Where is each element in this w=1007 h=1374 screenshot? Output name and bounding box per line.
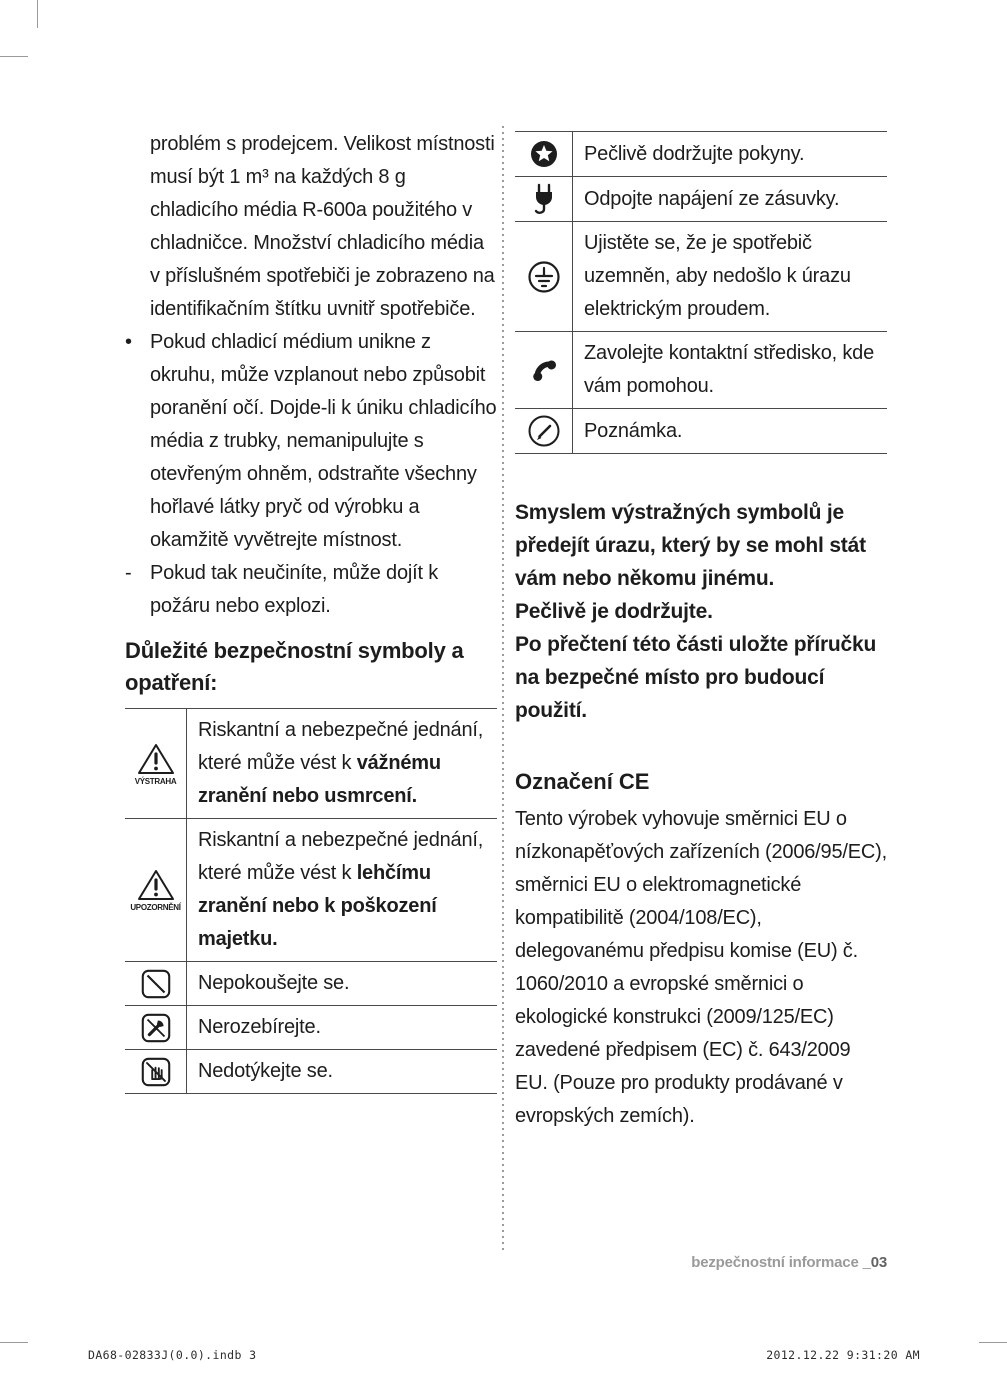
icon-label: VÝSTRAHA — [134, 776, 177, 786]
instruction-symbols-table — [515, 131, 887, 454]
icon-cell — [125, 1006, 187, 1049]
table-row — [125, 709, 497, 819]
do-not-attempt-icon — [139, 967, 173, 1001]
symbol-text: Riskantní a nebezpečné jednání, které může vést k — [198, 829, 484, 884]
bullet-text: Pokud chladicí médium unikne z okruhu, může vzplanout nebo způsobit poranění očí. Dojde-li k úniku chladicího média z trubky, nemanipulujte s otevřeným ohněm, odstraňte všechny hořlavé látky pryč od výrobku a okamžitě vyvětrejte místnost. — [150, 331, 497, 551]
call-service-icon — [526, 352, 562, 388]
crop-mark — [37, 0, 38, 28]
dash-text: Pokud tak neučiníte, může dojít k požáru nebo explozi. — [150, 562, 439, 617]
symbol-description: Nedotýkejte se. — [198, 1060, 333, 1082]
bullet-marker: • — [125, 331, 133, 353]
instruction-text: Poznámka. — [584, 419, 683, 442]
icon-cell — [125, 962, 187, 1005]
icon-cell — [125, 819, 187, 961]
symbol-description — [187, 819, 497, 961]
table-row — [515, 409, 887, 454]
unplug-icon — [526, 181, 562, 217]
instruction-text: Pečlivě dodržujte pokyny. — [584, 142, 805, 165]
symbol-description — [187, 709, 497, 818]
symbol-description: Nepokoušejte se. — [198, 972, 350, 994]
ce-paragraph: Tento výrobek vyhovuje směrnici EU o nízkonapěťových zařízeních (2006/95/EC), směrnici EU o elektromagnetické kompatibilitě (2004/108/EC), delegovanému předpisu komise (EU) č. 1060/2010 a evropské směrnici o ekologické konstrukci (2009/125/EC) zavedené předpisem (EC) č. 643/2009 EU. (Pouze pro produkty prodávané v evropských zemích). — [515, 808, 887, 1127]
caution-triangle-icon — [136, 868, 176, 902]
ce-heading: Označení CE — [515, 769, 650, 794]
instruction-text: Zavolejte kontaktní středisko, kde vám pomohou. — [584, 342, 875, 397]
table-row — [125, 1050, 497, 1094]
note-icon — [526, 413, 562, 449]
footer-section-label: bezpečnostní informace — [691, 1254, 859, 1271]
warning-triangle-icon — [136, 742, 176, 776]
icon-cell — [515, 332, 573, 408]
warning-statement-line: Po přečtení této části uložte příručku na bezpečné místo pro budoucí použití. — [515, 633, 877, 722]
icon-cell — [515, 132, 573, 176]
symbol-description: Nerozebírejte. — [198, 1016, 321, 1038]
table-row — [125, 819, 497, 962]
warning-statement — [515, 496, 887, 727]
instruction-text: Odpojte napájení ze zásuvky. — [584, 187, 840, 210]
do-not-disassemble-icon — [139, 1011, 173, 1045]
dash-marker: - — [125, 562, 132, 584]
table-row — [515, 332, 887, 409]
do-not-touch-icon — [139, 1055, 173, 1089]
safety-symbols-table — [125, 708, 497, 1094]
left-column — [125, 128, 497, 1094]
table-row — [515, 132, 887, 177]
icon-label: UPOZORNĚNÍ — [130, 903, 181, 912]
warning-statement-line: Pečlivě je dodržujte. — [515, 600, 713, 623]
footer-page-number: _03 — [862, 1254, 887, 1271]
warning-statement-line: Smyslem výstražných symbolů je předejít úrazu, který by se mohl stát vám nebo někomu jinému. — [515, 501, 866, 590]
table-row — [515, 222, 887, 332]
symbols-heading: Důležité bezpečnostní symboly a opatření: — [125, 638, 464, 695]
column-divider — [502, 126, 504, 1254]
follow-instructions-icon — [526, 136, 562, 172]
bullet-item — [125, 326, 497, 557]
icon-cell — [125, 709, 187, 818]
icon-cell — [125, 1050, 187, 1093]
print-info-right: 2012.12.22 9:31:20 AM — [766, 1348, 920, 1362]
icon-cell — [515, 222, 573, 331]
right-column — [515, 126, 887, 1133]
ground-icon — [526, 259, 562, 295]
icon-cell — [515, 177, 573, 221]
refrigerant-paragraph: problém s prodejcem. Velikost místnosti musí být 1 m³ na každých 8 g chladicího média R-600a použitého v chladničce. Množství chladicího média v příslušném spotřebiči je zobrazeno na identifikačním štítku uvnitř spotřebiče. — [150, 133, 495, 320]
symbol-text-bold: lehčímu zranění nebo k poškození majetku. — [198, 862, 437, 950]
table-row — [125, 962, 497, 1006]
icon-cell — [515, 409, 573, 453]
table-row — [515, 177, 887, 222]
symbol-text: Riskantní a nebezpečné jednání, které může vést k — [198, 719, 484, 774]
crop-mark — [0, 1342, 28, 1343]
crop-mark — [0, 56, 28, 57]
table-row — [125, 1006, 497, 1050]
page-footer — [691, 1254, 887, 1271]
crop-mark — [979, 1342, 1007, 1343]
dash-item — [125, 557, 497, 623]
print-info-left: DA68-02833J(0.0).indb 3 — [88, 1348, 257, 1362]
symbol-text-bold: vážnému zranění nebo usmrcení. — [198, 752, 441, 807]
instruction-text: Ujistěte se, že je spotřebič uzemněn, aby nedošlo k úrazu elektrickým proudem. — [584, 232, 851, 320]
